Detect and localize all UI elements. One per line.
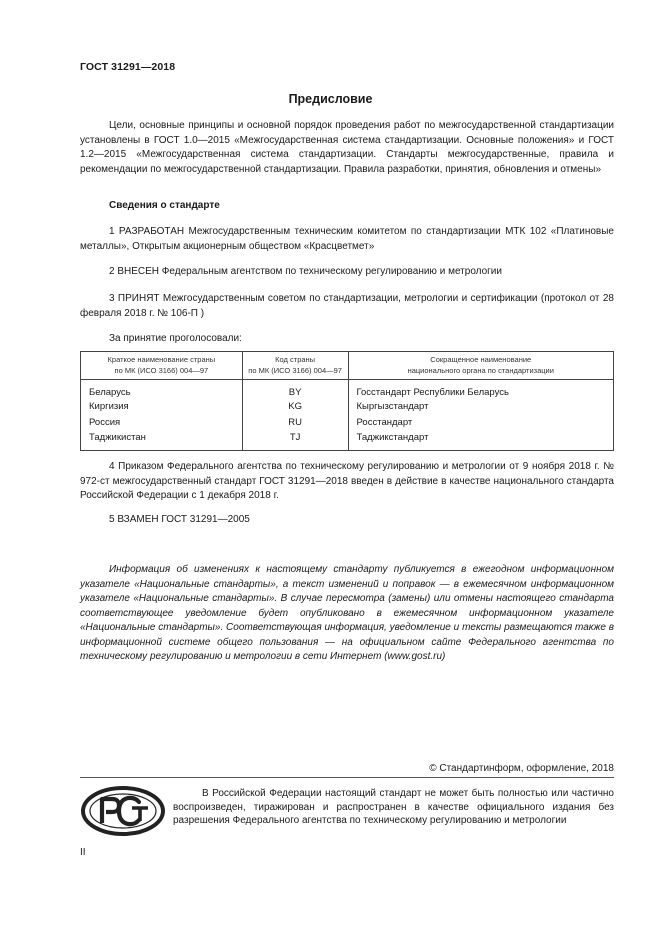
cell-country: Беларусь — [81, 380, 243, 400]
copyright: © Стандартинформ, оформление, 2018 — [429, 763, 614, 774]
header-country: Краткое наименование страны по МК (ИСО 3166) 004—97 — [81, 352, 243, 380]
header-body: Сокращенное наименование национального органа по стандартизации — [348, 352, 613, 380]
standard-info-item-4 — [80, 460, 614, 504]
table-row — [81, 430, 614, 450]
standard-info-item-1 — [80, 225, 614, 254]
item-1-text: 1 РАЗРАБОТАН Межгосударственным техническим комитетом по стандартизации МТК 102 «Платиновые металлы», Открытым акционерным обществом «Красцветмет» — [80, 226, 614, 252]
rights-text: В Российской Федерации настоящий стандарт не может быть полностью или частично воспроизведен, тиражирован и распространен в качестве официального издания без разрешения Федерального агентства по техническому регулированию и метрологии — [173, 788, 614, 826]
preface-title: Предисловие — [288, 92, 373, 106]
voted-label-text: За принятие проголосовали: — [109, 333, 242, 344]
rst-certification-logo-icon — [80, 786, 166, 836]
preface-intro — [80, 119, 614, 177]
cell-country: Таджикистан — [81, 430, 243, 450]
document-header: ГОСТ 31291—2018 — [80, 61, 176, 73]
table-row — [81, 415, 614, 431]
table-row — [81, 399, 614, 415]
notice-text: Информация об изменениях к настоящему стандарту публикуется в ежегодном информационном указателе «Национальные стандарты», а текст изменений и поправок — в ежемесячном информационном указателе «Национальные стандарты». В случае пересмотра (замены) или отмены настоящего стандарта соответствующее уведомление будет опубликовано в ежемесячном информационном указателе «Национальные стандарты». Соответствующая информация, уведомление и тексты размещаются также в информационной системе общего пользования — на официальном сайте Федерального агентства по техническому регулированию и метрологии в сети Интернет (www.gost.ru) — [80, 564, 614, 662]
page-number: II — [80, 847, 86, 858]
footer-divider — [80, 777, 614, 778]
standard-info-item-3 — [80, 292, 614, 321]
standard-info-heading: Сведения о стандарте — [109, 200, 220, 211]
table-row — [81, 380, 614, 400]
standard-info-item-5 — [80, 513, 614, 528]
standard-info-item-2 — [80, 265, 614, 280]
voted-label — [80, 332, 614, 347]
item-3-text: 3 ПРИНЯТ Межгосударственным советом по стандартизации, метрологии и сертификации (протокол от 28 февраля 2018 г. № 106-П ) — [80, 293, 614, 319]
cell-body: Госстандарт Республики Беларусь — [348, 380, 613, 400]
cell-code: TJ — [242, 430, 348, 450]
table-header-row — [81, 352, 614, 380]
item-2-text: 2 ВНЕСЕН Федеральным агентством по техническому регулированию и метрологии — [109, 266, 502, 277]
cell-body: Кыргызстандарт — [348, 399, 613, 415]
cell-code: KG — [242, 399, 348, 415]
preface-intro-text: Цели, основные принципы и основной порядок проведения работ по межгосударственной стандартизации установлены в ГОСТ 1.0—2015 «Межгосударственная система стандартизации. Основные положения» и ГОСТ 1.2—2015 «Межгосударственная система стандартизации. Стандарты межгосударственные, правила и рекомендации по межгосударственной стандартизации. Правила разработки, принятия, обновления и отмены» — [80, 120, 614, 175]
voting-table — [80, 351, 614, 451]
cell-country: Киргизия — [81, 399, 243, 415]
cell-body: Таджикстандарт — [348, 430, 613, 450]
cell-country: Россия — [81, 415, 243, 431]
rights-statement — [173, 787, 614, 828]
cell-code: BY — [242, 380, 348, 400]
cell-code: RU — [242, 415, 348, 431]
header-code: Код страны по МК (ИСО 3166) 004—97 — [242, 352, 348, 380]
item-4-text: 4 Приказом Федерального агентства по техническому регулированию и метрологии от 9 ноября 2018 г. № 972-ст межгосударственный стандарт ГОСТ 31291—2018 введен в действие в качестве национального стандарта Российской Федерации с 1 декабря 2018 г. — [80, 461, 614, 501]
notice-block — [80, 563, 614, 665]
item-5-text: 5 ВЗАМЕН ГОСТ 31291—2005 — [109, 514, 250, 525]
cell-body: Росстандарт — [348, 415, 613, 431]
